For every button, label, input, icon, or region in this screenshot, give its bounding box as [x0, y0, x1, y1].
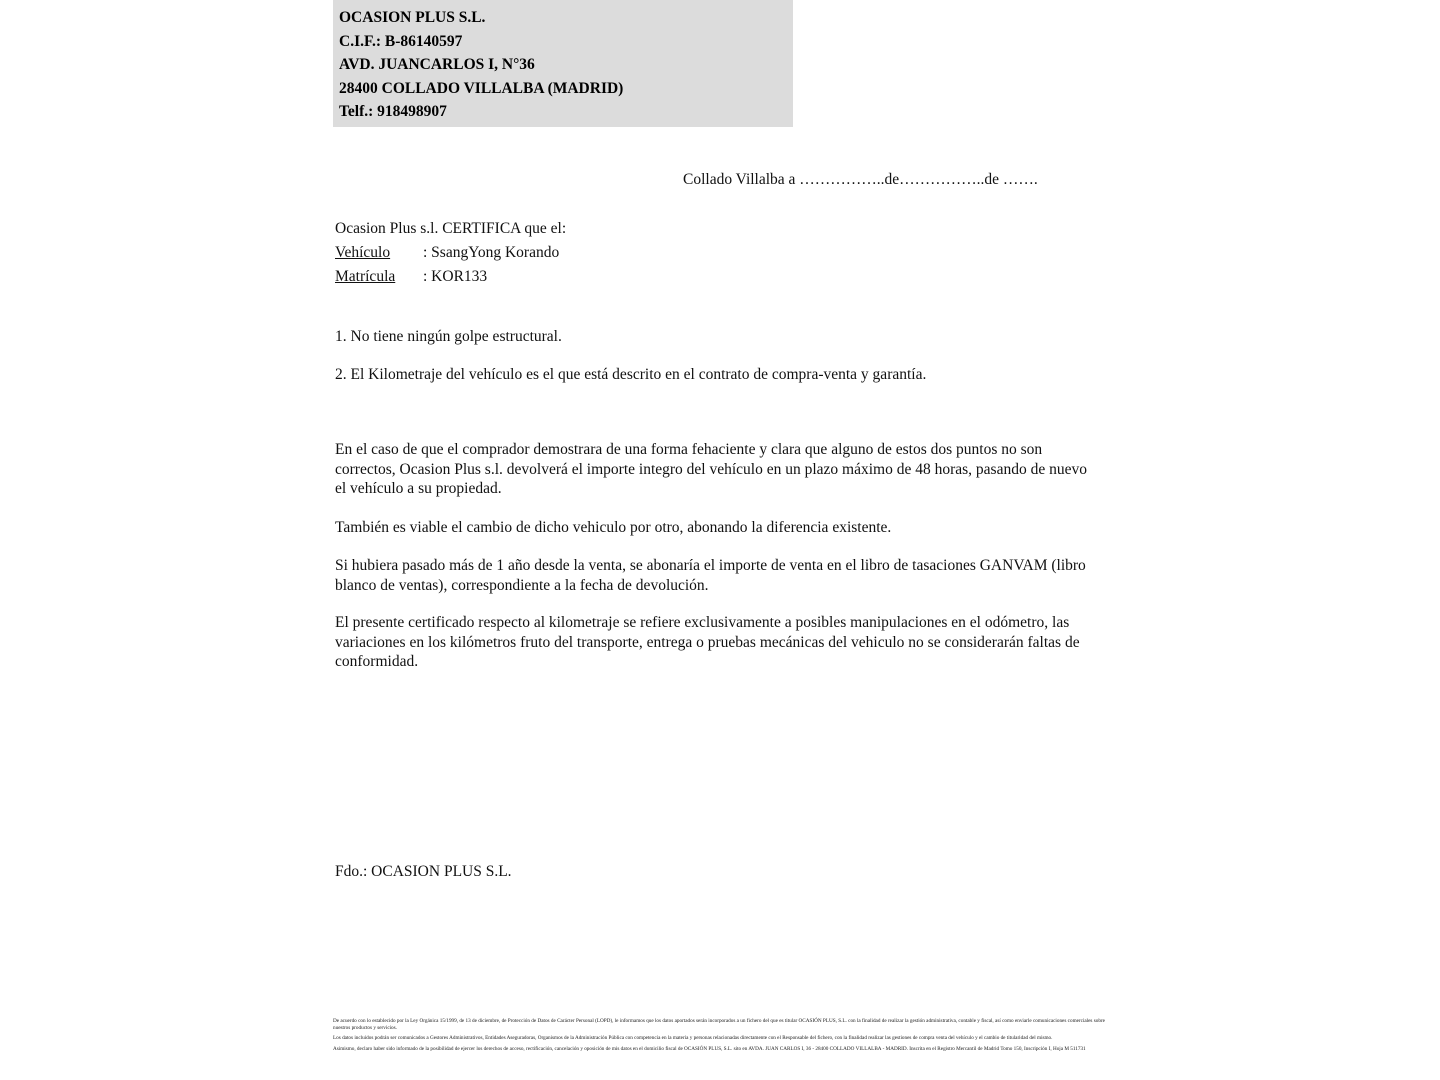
legal-paragraph-3: Asimismo, declaro haber sido informado de la posibilidad de ejercer los derechos de acceso, rectificación, cancelación y oposición de mis datos en el domicilio fiscal de OCASIÓN PLUS, S.L. sito en AVDA. JUAN CARLOS I, 36 - 28400 COLLADO VILLALBA - MADRID. Inscrita en el Registro Mercantil de Madrid Tomo 150, Inscripción I, Hoja M 511731: [333, 1045, 1086, 1052]
letterhead-city: 28400 COLLADO VILLALBA (MADRID): [339, 79, 624, 97]
point-item-1: 1. No tiene ningún golpe estructural.: [335, 328, 562, 345]
vehicle-row: [335, 241, 566, 265]
letterhead-block: [333, 0, 793, 127]
vehicle-label: Vehículo: [335, 244, 391, 261]
plate-row: [335, 265, 566, 289]
legal-paragraph-2: Los datos incluidos podrán ser comunicados a Gestores Administrativos, Entidades Aseguradoras, Organismos de la Administración Pública con competencia en la materia y personas relacionadas directamente con el Responsable del fichero, con la finalidad realizar las gestiones de compra venta del vehículo y el cambio de titularidad del mismo.: [333, 1035, 1053, 1042]
legal-paragraph-1: De acuerdo con lo establecido por la Ley Orgánica 15/1999, de 13 de diciembre, de Protección de Datos de Carácter Personal (LOPD), le informamos que los datos aportados serán incorporados a un fichero del que es titular OCASIÓN PLUS, S.L. con la finalidad de realizar la gestión administrativa, contable y fiscal, así como enviarle comunicaciones comerciales sobre nuestros productos y servicios.: [333, 1018, 1105, 1032]
point-item-2: 2. El Kilometraje del vehículo es el que está descrito en el contrato de compra-venta y garantía.: [335, 366, 927, 383]
dateline: Collado Villalba a ……………..de……………..de …….: [683, 171, 1038, 188]
plate-label: Matrícula: [335, 268, 396, 285]
letterhead-phone: Telf.: 918498907: [339, 103, 447, 120]
certification-block: [335, 217, 566, 289]
certification-intro: Ocasion Plus s.l. CERTIFICA que el:: [335, 220, 567, 237]
legal-footnote: [333, 1018, 1105, 1056]
letterhead-company: OCASION PLUS S.L.: [339, 9, 486, 26]
signature-line: Fdo.: OCASION PLUS S.L.: [335, 863, 512, 880]
paragraph-exchange-option: También es viable el cambio de dicho vehiculo por otro, abonando la diferencia existente.: [335, 519, 892, 536]
paragraph-ganvam-valuation: Si hubiera pasado más de 1 año desde la venta, se abonaría el importe de venta en el libro de tasaciones GANVAM (libro blanco de ventas), correspondiente a la fecha de devolución.: [335, 557, 1086, 594]
vehicle-value: : SsangYong Korando: [423, 244, 560, 261]
plate-value: : KOR133: [423, 268, 488, 285]
letterhead-cif: C.I.F.: B-86140597: [339, 32, 463, 50]
letterhead-address: AVD. JUANCARLOS I, N°36: [339, 56, 535, 73]
paragraph-odometer-scope: El presente certificado respecto al kilometraje se refiere exclusivamente a posibles manipulaciones en el odómetro, las variaciones en los kilómetros fruto del transporte, entrega o pruebas mecánicas del vehiculo no se considerarán faltas de conformidad.: [335, 614, 1080, 671]
paragraph-refund-terms: En el caso de que el comprador demostrara de una forma fehaciente y clara que alguno de estos dos puntos no son correctos, Ocasion Plus s.l. devolverá el importe integro del vehículo en un plazo máximo de 48 horas, pasando de nuevo el vehículo a su propiedad.: [335, 441, 1087, 498]
